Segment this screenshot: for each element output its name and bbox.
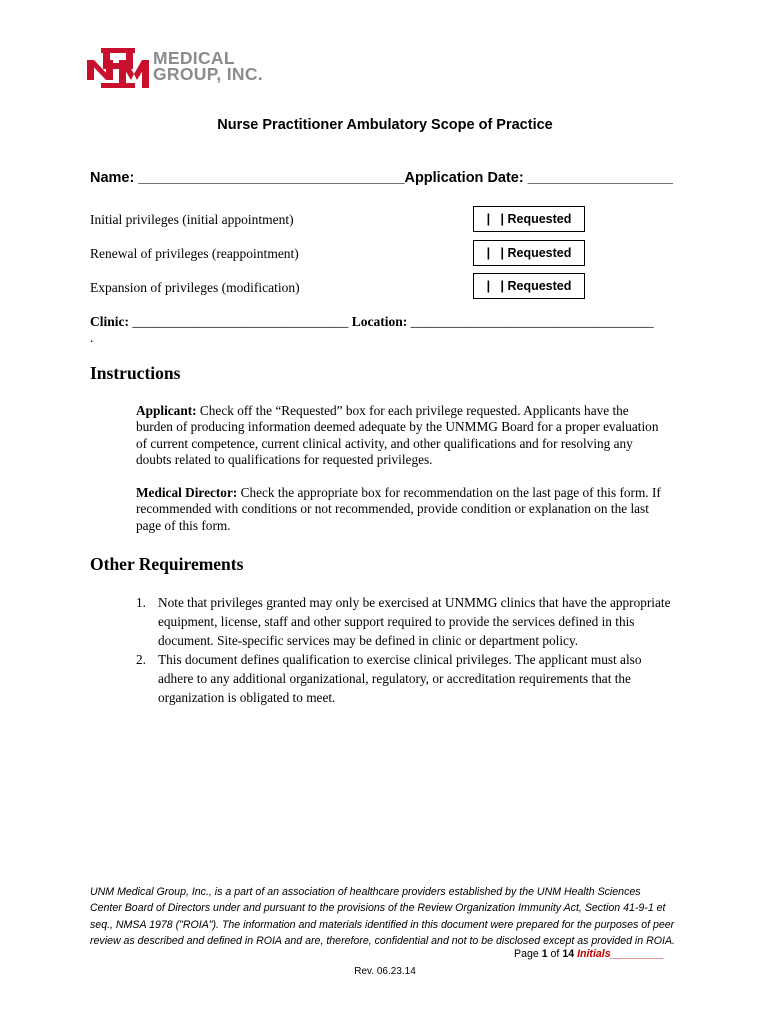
privilege-label-initial: Initial privileges (initial appointment) [90,212,294,227]
list-item [136,593,676,650]
privilege-label-renewal: Renewal of privileges (reappointment) [90,246,299,261]
logo-line-2: GROUP, INC. [153,64,263,84]
clinic-field[interactable]: ________________________________ [129,314,352,329]
revision-date: Rev. 06.23.14 [354,966,416,977]
location-field[interactable]: ____________________________________ [407,314,654,329]
page-total: 14 [562,948,575,960]
trailing-period: . [90,330,94,345]
instructions-heading: Instructions [90,363,181,383]
unmmg-logo [87,48,287,90]
initials-label: Initials [574,948,611,960]
list-item-number: 1. [136,595,146,610]
initials-field[interactable]: _________ [610,948,664,960]
clinic-label: Clinic: [90,314,129,329]
location-label: Location: [351,314,408,329]
page-of: of [547,948,563,960]
requested-checkbox-initial[interactable]: | | Requested [473,206,585,232]
page-prefix: Page [514,948,542,960]
list-item [136,650,676,707]
privilege-label-expansion: Expansion of privileges (modification) [90,280,300,295]
medical-director-text: Check the appropriate box for recommendation on the last page of this form. If recommended with conditions or not recommended, provide condition or explanation on the last page of this form. [136,485,661,533]
page-number [514,948,664,960]
requested-checkbox-expansion[interactable]: | | Requested [473,273,585,299]
other-requirements-heading: Other Requirements [90,554,244,574]
document-title: Nurse Practitioner Ambulatory Scope of Practice [217,117,553,133]
list-item-text: This document defines qualification to exercise clinical privileges. The applicant must also adhere to any additional organizational, regulatory, or accreditation requirements that the organization is obligated to meet. [158,652,642,705]
name-application-date-line[interactable]: Name: _________________________________Application Date: __________________ [90,170,673,186]
confidentiality-disclaimer: UNM Medical Group, Inc., is a part of an association of healthcare providers established by the UNM Health Sciences Center Board of Directors under and pursuant to the provisions of the Review Organization Immunity Act, Section 41-9-1 et seq., NMSA 1978 ("ROIA"). The information and materials identified in this document were prepared for the purposes of peer review as described and defined in ROIA and are, therefore, confidential and not to be disclosed except as provided in ROIA. [90,886,675,947]
list-item-text: Note that privileges granted may only be exercised at UNMMG clinics that have the appropriate equipment, license, staff and other support required to provide the services defined in this document. Site-specific services may be defined in clinic or department policy. [158,595,671,648]
unm-logo-mark-icon [87,48,149,88]
medical-director-instructions [136,485,666,534]
requested-checkbox-renewal[interactable]: | | Requested [473,240,585,266]
page-current: 1 [541,948,548,960]
logo-wordmark [153,50,263,82]
list-item-number: 2. [136,652,146,667]
logo-line-1: MEDICAL [153,48,235,68]
requirements-list [136,593,676,707]
medical-director-label: Medical Director: [136,485,238,500]
applicant-instructions [136,403,666,469]
applicant-label: Applicant: [136,403,197,418]
clinic-location-line [90,314,654,330]
applicant-text: Check off the “Requested” box for each privilege requested. Applicants have the burden of producing information deemed adequate by the UNMMG Board for a proper evaluation of current competence, current clinical activity, and other qualifications and for resolving any doubts related to qualifications for requested privileges. [136,403,659,468]
